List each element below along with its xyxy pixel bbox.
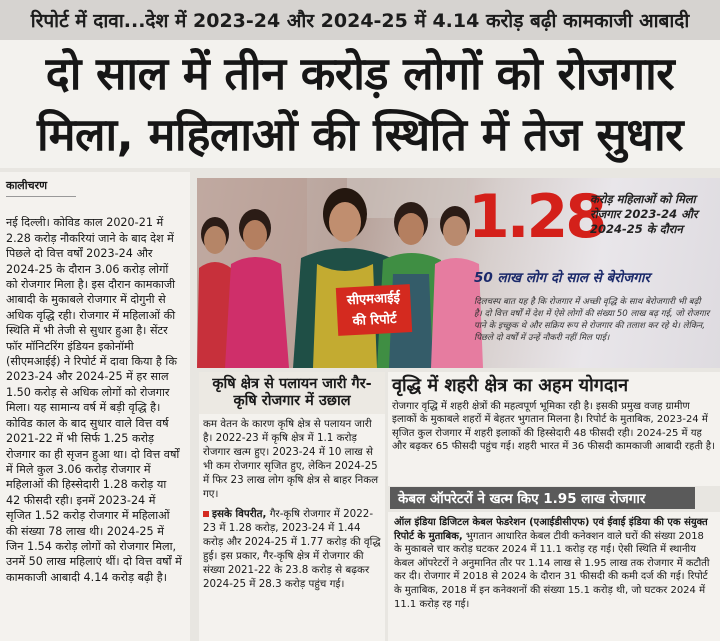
headline-line-2: मिला, महिलाओं की स्थिति में तेज सुधार (36, 108, 684, 161)
krishi-section (199, 372, 385, 641)
unemployed-box (474, 268, 710, 344)
cable-section (388, 512, 720, 641)
cmie-badge-line-1: सीएमआईई (346, 290, 401, 309)
cable-heading-bar: केबल ऑपरेटरों ने खत्म किए 1.95 लाख रोजगार (390, 487, 695, 509)
women-employment-stat (468, 178, 720, 264)
headline-line-1: दो साल में तीन करोड़ लोगों को रोजगार (45, 47, 675, 100)
krishi-body-1: कम वेतन के कारण कृषि क्षेत्र से पलायन जारी है। 2022-23 में कृषि क्षेत्र में 1.1 करोड़ रोजगार खत्म हुए। 2023-24 में 10 लाख से भी कम रोजगार सृजित हुए, लेकिन 2024-25 में फिर 23 लाख लोग कृषि क्षेत्र से बाहर निकल गए। (203, 418, 379, 500)
cable-body: भुगतान आधारित केबल टीवी कनेक्शन वाले घरों की संख्या 2018 के मुकाबले चार करोड़ घटकर 2024 में 11.1 करोड़ रह गई। ऐसी स्थिति में स्थानीय केबल ऑपरेटरों ने अनुमानित तौर पर 1.14 लाख से 1.95 लाख तक रोजगार में कटौती कर दी। रोजगार में 2018 से 2024 के दौरान 31 फीसदी की कमी दर्ज की गई। रिपोर्ट के मुताबिक, 2018 में इन कनेक्शनों की संख्या 15.1 करोड़ थी, जो घटकर 2024 में 11.1 करोड़ रह गई। (394, 530, 710, 610)
shahri-section (388, 372, 720, 486)
cmie-report-badge (336, 284, 412, 336)
shahri-body: रोजगार वृद्धि में शहरी क्षेत्रों की महत्वपूर्ण भूमिका रही है। इसकी प्रमुख वजह ग्रामीण इलाकों के मुकाबले शहरों में बेहतर भुगतान मिलना है। रिपोर्ट के मुताबिक, 2023-24 में सृजित कुल रोजगार में शहरी इलाकों की हिस्सेदारी 48 फीसदी रही। 2024-25 में यह और बढ़कर 65 फीसदी पहुंच गई। शहरी भारत में 36 फीसदी कामकाजी आबादी रहती है। (392, 401, 715, 453)
unemployed-title: 50 लाख लोग दो साल से बेरोजगार (474, 270, 650, 286)
headline (0, 40, 720, 168)
main-story-text: नई दिल्ली। कोविड काल 2020-21 में 2.28 करोड़ नौकरियां जाने के बाद देश में पिछले दो वित्त वर्षों 2023-24 और 2024-25 के दौरान 3.06 करोड़ लोगों को रोजगार मिला है। इस दौरान कामकाजी आबादी के मुकाबले रोजगार में दोगुनी से अधिक वृद्धि रही। रोजगार में महिलाओं की स्थिति में भी तेजी से सुधार हुआ है। सेंटर फॉर मॉनिटरिंग इंडियन इकोनॉमी (सीएमआईई) ने रिपोर्ट में दावा किया है कि 2023-24 और 2024-25 में हर साल 1.50 करोड़ से अधिक लोगों को रोजगार मिला। यह सामान्य वर्ष में बड़ी वृद्धि है। कोविड काल के बाद सुधार वाले वित्त वर्ष 2021-22 में भी सिर्फ 1.25 करोड़ रोजगार का ही सृजन हुआ था। दो वित्त वर्षों में मिले कुल 3.06 करोड़ रोजगार में महिलाओं की हिस्सेदारी 1.28 करोड़ या 42 फीसदी रही। इनमें 2023-24 में सृजित 1.52 करोड़ रोजगार में महिलाओं की संख्या 78 लाख थी। 2024-25 में जिन 1.54 करोड़ लोगों को रोजगार मिला, उनमें 50 लाख महिलाएं थीं। दो वित्त वर्षों में कामकाजी आबादी 4.14 करोड़ बढ़ी है। (6, 216, 182, 584)
krishi-heading: कृषि क्षेत्र से पलायन जारी गैर-कृषि रोजगार में उछाल (199, 372, 385, 414)
byline: कालीचरण (6, 178, 76, 197)
krishi-body-2-wrap (199, 504, 385, 594)
main-story-column (0, 172, 190, 641)
krishi-body-2-lead: इसके विपरीत, (212, 508, 267, 520)
unemployed-body: दिलचस्प बात यह है कि रोजगार में अच्छी वृद्धि के साथ बेरोजगारी भी बढ़ी है। दो वित्त वर्षों में देश में ऐसे लोगों की संख्या 50 लाख बढ़ गई, जो रोजगार पाने के इच्छुक थे और सक्रिय रूप से रोजगार की तलाश कर रहे थे। लेकिन, पिछले दो वर्षों में उन्हें नौकरी नहीं मिल पाई। (474, 297, 710, 343)
stat-number: 1.28 (468, 182, 605, 252)
cmie-badge-line-2: की रिपोर्ट (352, 311, 397, 330)
stat-caption: करोड़ महिलाओं को मिला रोजगार 2023-24 और 2024-25 के दौरान (590, 192, 698, 236)
red-bullet-icon (203, 511, 209, 517)
krishi-body-2: गैर-कृषि रोजगार में 2022-23 में 1.28 करोड़, 2023-24 में 1.44 करोड़ और 2024-25 में 1.77 करोड़ की वृद्धि हुई। इस प्रकार, गैर-कृषि क्षेत्र में रोजगार की संख्या 2021-22 के 23.8 करोड़ से बढ़कर 2024-25 में 28.3 करोड़ पहुंच गई। (203, 508, 381, 590)
shahri-heading: वृद्धि में शहरी क्षेत्र का अहम योगदान (392, 375, 629, 396)
kicker: रिपोर्ट में दावा...देश में 2023-24 और 2024-25 में 4.14 करोड़ बढ़ी कामकाजी आबादी (0, 0, 720, 40)
cable-lead: ऑल इंडिया डिजिटल केबल फेडरेशन (एआईडीसीएफ) एवं ईवाई इंडिया की एक संयुक्त रिपोर्ट के मुताबिक, (394, 517, 708, 542)
